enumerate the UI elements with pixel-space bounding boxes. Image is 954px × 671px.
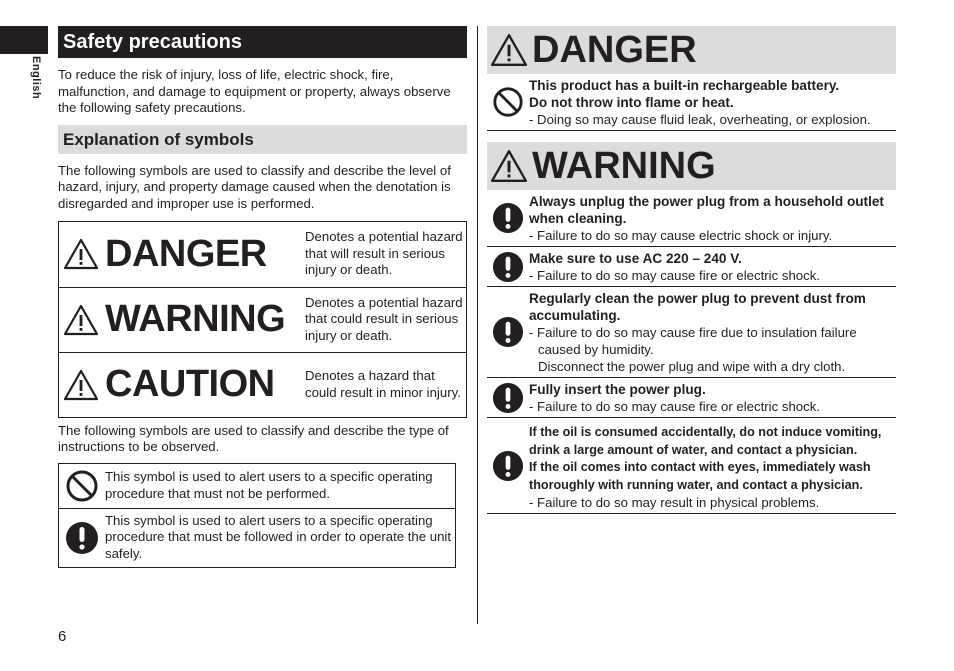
item-note: Disconnect the power plug and wipe with a dry cloth. <box>538 359 846 374</box>
item-bold: Regularly clean the power plug to prevent dust from accumulating. <box>529 291 866 323</box>
danger-item <box>487 74 896 131</box>
level-row-warning <box>59 287 466 352</box>
instructions-intro: The following symbols are used to classify and describe the type of instructions to be observed. <box>58 422 449 455</box>
prohibited-icon <box>65 469 99 503</box>
item-bold: Make sure to use AC 220 – 240 V. <box>529 251 742 266</box>
warning-triangle-icon <box>63 369 99 401</box>
side-tab <box>0 26 48 54</box>
item-note: - Failure to do so may cause fire due to insulation failure <box>529 325 857 340</box>
warning-header <box>487 142 896 190</box>
instruction-row-prohibited <box>59 464 455 508</box>
instruction-symbol-table <box>58 463 456 568</box>
danger-title: DANGER <box>532 28 697 71</box>
warning-item <box>487 287 896 378</box>
warning-triangle-icon <box>63 238 99 270</box>
mandatory-icon <box>492 382 524 414</box>
mandatory-icon <box>492 316 524 348</box>
intro-text: To reduce the risk of injury, loss of life, electric shock, fire, malfunction, and damage to equipment or property, always observe the following safety precautions. <box>58 67 451 116</box>
warning-item <box>487 190 896 247</box>
item-bold: Do not throw into flame or heat. <box>529 95 734 110</box>
level-word: CAUTION <box>105 363 275 406</box>
right-column <box>487 26 896 514</box>
warning-triangle-icon <box>490 33 528 67</box>
item-bold: If the oil is consumed accidentally, do not induce vomiting, drink a large amount of water, and contact a physician. <box>529 425 882 457</box>
prohibited-icon <box>492 86 524 118</box>
warning-item <box>487 418 896 514</box>
item-note: - Failure to do so may cause fire or electric shock. <box>529 399 820 414</box>
section-title: Safety precautions <box>58 26 467 58</box>
item-bold: Always unplug the power plug from a household outlet when cleaning. <box>529 194 884 226</box>
left-column <box>58 26 467 568</box>
level-desc: Denotes a potential hazard that will result in serious injury or death. <box>305 229 463 278</box>
mandatory-icon <box>492 202 524 234</box>
warning-triangle-icon <box>490 149 528 183</box>
level-row-caution <box>59 352 466 417</box>
item-note: - Failure to do so may cause electric shock or injury. <box>529 228 833 243</box>
level-desc: Denotes a potential hazard that could result in serious injury or death. <box>305 294 463 343</box>
item-bold: If the oil comes into contact with eyes, immediately wash thoroughly with running water, and contact a physician. <box>529 460 871 492</box>
item-bold: Fully insert the power plug. <box>529 382 706 397</box>
item-note: - Failure to do so may cause fire or electric shock. <box>529 268 820 283</box>
item-note: - Doing so may cause fluid leak, overheating, or explosion. <box>529 112 871 127</box>
mandatory-icon <box>492 450 524 482</box>
level-desc: Denotes a hazard that could result in minor injury. <box>305 367 461 400</box>
level-row-danger <box>59 222 466 287</box>
instruction-text: This symbol is used to alert users to a specific operating procedure that must be followed in order to operate the unit safely. <box>105 512 452 562</box>
warning-item <box>487 378 896 418</box>
warning-title: WARNING <box>532 144 716 187</box>
item-note: caused by humidity. <box>538 342 654 357</box>
level-word: DANGER <box>105 232 267 275</box>
symbols-intro: The following symbols are used to classify and describe the level of hazard, injury, and property damage caused when the denotation is disregarded and improper use is performed. <box>58 162 451 211</box>
page-number: 6 <box>58 628 67 645</box>
mandatory-icon <box>65 521 99 555</box>
column-divider <box>477 26 478 624</box>
danger-header <box>487 26 896 74</box>
instruction-text: This symbol is used to alert users to a specific operating procedure that must not be performed. <box>105 469 433 501</box>
warning-item <box>487 247 896 287</box>
instruction-row-mandatory <box>59 508 455 567</box>
hazard-level-table <box>58 221 467 418</box>
item-note: - Failure to do so may result in physical problems. <box>529 495 820 511</box>
item-bold: This product has a built-in rechargeable battery. <box>529 78 840 93</box>
level-word: WARNING <box>105 298 286 341</box>
symbols-heading: Explanation of symbols <box>58 125 467 154</box>
mandatory-icon <box>492 251 524 283</box>
language-label: English <box>30 56 42 100</box>
warning-triangle-icon <box>63 304 99 336</box>
